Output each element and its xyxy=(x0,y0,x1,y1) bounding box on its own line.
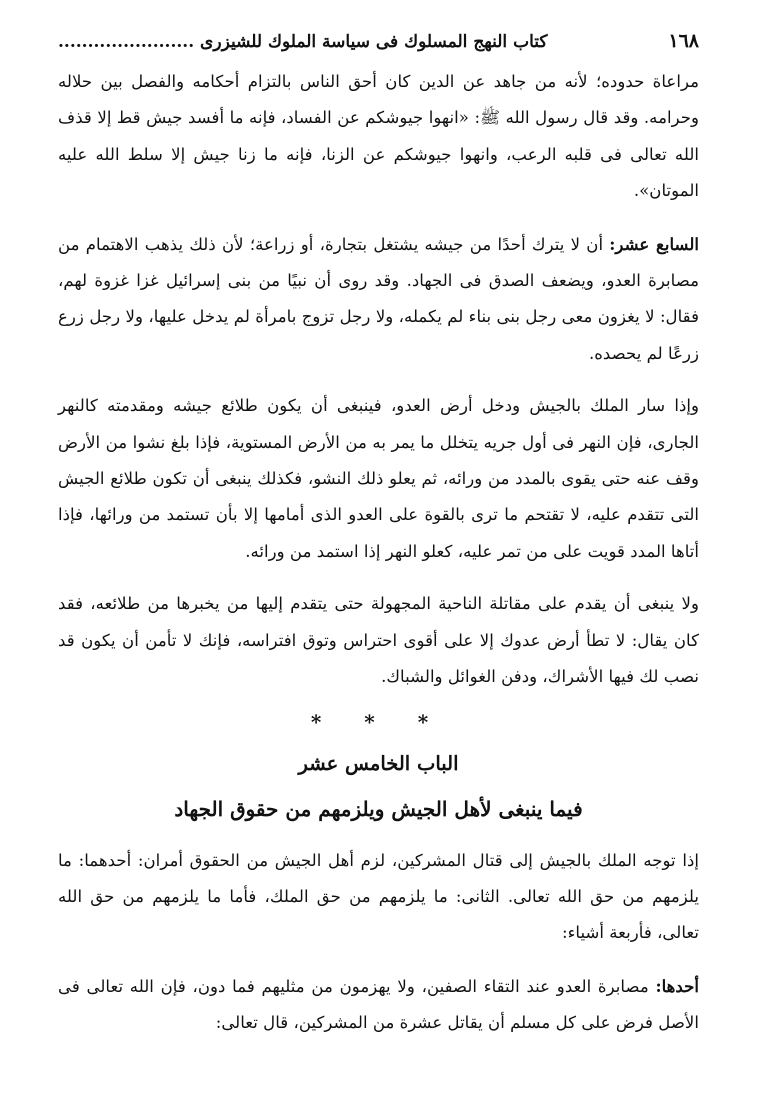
leader-dots: ....................... xyxy=(58,32,195,52)
paragraph-6 xyxy=(58,968,699,1042)
paragraph-2 xyxy=(58,226,699,373)
paragraph-6-lead: أحدها: xyxy=(655,975,699,996)
paragraph-1: مراعاة حدوده؛ لأنه من جاهد عن الدين كان أحق الناس بالتزام أحكامه والفصل بين حلاله وحرامه. وقد قال رسول الله ﷺ: «انهوا جيوشكم عن الفساد، فإنه ما أفسد جيش قط إلا قذف الله تعالى فى قلبه الرعب، وانهوا جيوشكم عن الزنا، فإنه ما زنا جيش إلا سلط الله عليه الموتان». xyxy=(58,72,699,201)
chapter-subtitle: فيما ينبغى لأهل الجيش ويلزمهم من حقوق الجهاد xyxy=(174,796,583,821)
chapter-title: الباب الخامس عشر xyxy=(298,751,459,775)
page-number: ١٦٨ xyxy=(668,30,699,52)
section-separator-stars: * * * xyxy=(310,709,447,734)
paragraph-3: وإذا سار الملك بالجيش ودخل أرض العدو، فينبغى أن يكون طلائع جيشه ومقدمته كالنهر الجارى، فإن النهر فى أول جريه يتخلل ما يمر به من الأرض المستوية، فإذا بلغ نشوا من الأرض وقف عنه حتى يقوى بالمدد من ورائه، ثم يعلو ذلك النشو، فكذلك ينبغى أن تكون طلائع الجيش التى تتقدم عليه، لا تقتحم ما ترى بالقوة على العدو الذى أمامها إلا بأن تستمد من ورائها، فإذا أتاها المدد قويت على من تمر عليه، كعلو النهر إذا استمد من ورائه. xyxy=(58,396,699,561)
paragraph-4: ولا ينبغى أن يقدم على مقاتلة الناحية المجهولة حتى يتقدم إليها من يخبرها من طلائعه، فقد كان يقال: لا تطأ أرض عدوك إلا على أقوى احتراس وتوق افتراسه، فإنك لا تأمن أن يكون قد نصب لك فيها الأشراك، ودفن الغوائل والشباك. xyxy=(58,594,699,687)
paragraph-2-body: أن لا يترك أحدًا من جيشه يشتغل بتجارة، أو زراعة؛ لأن ذلك يذهب الاهتمام من مصابرة العدو، ويضعف الصدق فى الجهاد. وقد روى أن نبيًا من بنى إسرائيل غزا غزوة لهم، فقال: لا يغزون معى رجل بنى بناء لم يكمله، ولا رجل تزوج بامرأة لم يدخل عليها، ولا رجل زرع زرعًا لم يحصده. xyxy=(58,234,699,363)
running-title: كتاب النهج المسلوك فى سياسة الملوك للشيزرى xyxy=(200,32,548,52)
running-title-group xyxy=(58,32,547,52)
paragraph-5: إذا توجه الملك بالجيش إلى قتال المشركين، لزم أهل الجيش من الحقوق أمران: أحدهما: ما يلزمهم من حق الله تعالى. الثانى: ما يلزمهم من حق الملك، فأما ما يلزمهم من حق الله تعالى، فأربعة أشياء: xyxy=(58,850,699,943)
running-header xyxy=(58,30,699,64)
paragraph-6-body: مصابرة العدو عند التقاء الصفين، ولا يهزمون من مثليهم فما دون، فإن الله تعالى فى الأصل فرض على كل مسلم أن يقاتل عشرة من المشركين، قال تعالى: xyxy=(58,976,699,1033)
paragraph-2-lead: السابع عشر: xyxy=(609,233,699,254)
